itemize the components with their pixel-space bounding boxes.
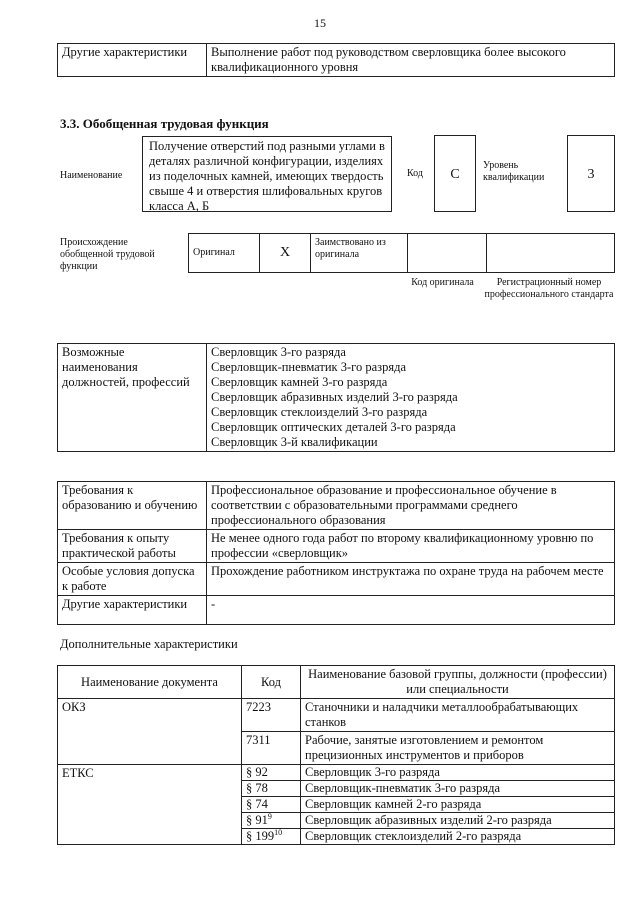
positions-table <box>57 343 615 452</box>
name-cell: Станочники и наладчики металлообрабатывающих станков <box>301 699 615 732</box>
table-row <box>189 234 615 273</box>
code-cell: § 92 <box>242 765 301 781</box>
row-value: - <box>207 596 615 625</box>
list-item: Сверловщик стеклоизделий 3-го разряда <box>211 405 428 419</box>
table-row <box>58 699 615 732</box>
table-row <box>58 765 615 781</box>
table-row <box>58 344 615 452</box>
page-number: 15 <box>314 16 326 30</box>
requirements-table <box>57 481 615 625</box>
name-label: Наименование <box>60 170 123 181</box>
list-item: Сверловщик-пневматик 3-го разряда <box>211 360 407 374</box>
row-label: Особые условия допуска к работе <box>58 563 207 596</box>
list-item: Сверловщик оптических деталей 3-го разряда <box>211 420 456 434</box>
name-cell: Сверловщик-пневматик 3-го разряда <box>301 781 615 797</box>
list-item: Сверловщик 3-й квалификации <box>211 435 378 449</box>
row-value: Профессиональное образование и профессиональное обучение в соответствии с образовательными программами среднего профессионального образования <box>207 482 615 530</box>
origin-table <box>188 233 615 273</box>
level-box: 3 <box>567 135 615 212</box>
header-doc: Наименование документа <box>58 666 242 699</box>
header-code: Код <box>242 666 301 699</box>
name-cell: Сверловщик стеклоизделий 2-го разряда <box>301 829 615 845</box>
borrowed-label: Заимствовано из оригинала <box>311 234 408 273</box>
header-name: Наименование базовой группы, должности (профессии) или специальности <box>301 666 615 699</box>
table-row <box>58 482 615 530</box>
function-name-box: Получение отверстий под разными углами в деталях различной конфигурации, изделиях из поделочных камней, имеющих твердость свыше 4 и отверстия шлифовальных кругов класса А, Б <box>142 136 392 212</box>
list-item: Сверловщик 3-го разряда <box>211 345 346 359</box>
name-cell: Сверловщик 3-го разряда <box>301 765 615 781</box>
name-cell: Сверловщик абразивных изделий 2-го разряда <box>301 813 615 829</box>
level-label: Уровень квалификации <box>483 160 545 183</box>
code-cell: 7311 <box>242 732 301 765</box>
list-item: Сверловщик камней 3-го разряда <box>211 375 388 389</box>
code-cell: § $199^{10}$ <box>242 829 301 845</box>
other-characteristics-table <box>57 43 615 77</box>
row-value: Выполнение работ под руководством сверловщика более высокого квалификационного уровня <box>207 44 615 77</box>
code-cell: § 74 <box>242 797 301 813</box>
row-value: Прохождение работником инструктажа по охране труда на рабочем месте <box>207 563 615 596</box>
row-label: Требования к образованию и обучению <box>58 482 207 530</box>
reg-number-cell <box>487 234 615 273</box>
code-cell: § 78 <box>242 781 301 797</box>
positions-label: Возможные наименования должностей, профессий <box>58 344 207 452</box>
additional-title: Дополнительные характеристики <box>60 637 238 651</box>
name-cell: Сверловщик камней 2-го разряда <box>301 797 615 813</box>
section-title: 3.3. Обобщенная трудовая функция <box>60 116 269 131</box>
list-item: Сверловщик абразивных изделий 3-го разряда <box>211 390 458 404</box>
row-label: Требования к опыту практической работы <box>58 530 207 563</box>
code-cell: 7223 <box>242 699 301 732</box>
table-header-row <box>58 666 615 699</box>
doc-etks: ЕТКС <box>58 765 242 845</box>
row-value: Не менее одного года работ по второму квалификационному уровню по профессии «сверловщик» <box>207 530 615 563</box>
positions-list <box>207 344 615 452</box>
table-row <box>58 530 615 563</box>
additional-table <box>57 665 615 845</box>
code-original-cell <box>408 234 487 273</box>
original-label: Оригинал <box>189 234 260 273</box>
code-cell: § $91^9$ <box>242 813 301 829</box>
table-row <box>58 44 615 77</box>
function-code-box: C <box>434 135 476 212</box>
original-mark: X <box>260 234 311 273</box>
name-cell: Рабочие, занятые изготовлением и ремонтом прецизионных инструментов и приборов <box>301 732 615 765</box>
reg-number-caption: Регистрационный номер профессионального стандарта <box>484 277 614 300</box>
table-row <box>58 563 615 596</box>
doc-okz: ОКЗ <box>58 699 242 765</box>
code-label: Код <box>407 168 423 179</box>
row-label: Другие характеристики <box>58 596 207 625</box>
code-original-caption: Код оригинала <box>411 277 474 288</box>
table-row <box>58 596 615 625</box>
row-label: Другие характеристики <box>58 44 207 77</box>
origin-label: Происхождение обобщенной трудовой функции <box>60 237 155 272</box>
